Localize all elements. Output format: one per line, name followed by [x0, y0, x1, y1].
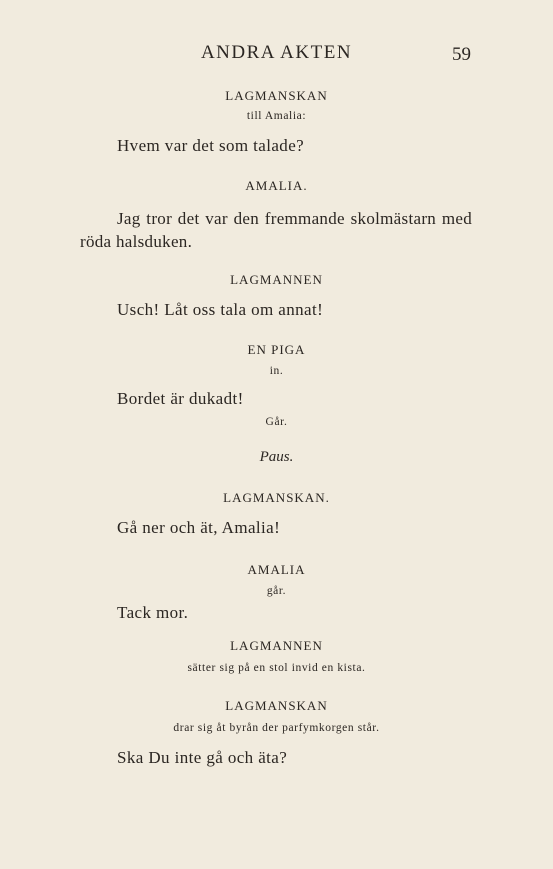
speaker-name: LAGMANSKAN. — [223, 490, 330, 505]
speaker-name: LAGMANSKAN — [225, 88, 328, 103]
stage-direction: in. — [269, 365, 284, 377]
stage-direction: drar sig åt byrån der parfymkorgen står. — [173, 722, 380, 734]
dialogue-line: Bordet är dukadt! — [117, 389, 244, 408]
stage-direction: Går. — [265, 416, 288, 428]
pause-direction: Paus. — [259, 449, 294, 465]
speaker-name: AMALIA — [247, 562, 306, 577]
dialogue-line: Tack mor. — [117, 603, 189, 622]
speaker-name: AMALIA. — [245, 178, 308, 193]
speaker-name: LAGMANNEN — [230, 272, 323, 287]
speaker-name: LAGMANNEN — [230, 638, 323, 653]
page-number: 59 — [452, 44, 471, 65]
dialogue-line: Usch! Låt oss tala om annat! — [117, 300, 324, 319]
dialogue-line: Gå ner och ät, Amalia! — [117, 518, 281, 537]
speaker-name: LAGMANSKAN — [225, 698, 328, 713]
speaker-name: EN PIGA — [247, 342, 306, 357]
stage-direction: sätter sig på en stol invid en kista. — [187, 662, 366, 674]
stage-direction: går. — [266, 585, 287, 597]
dialogue-line: Jag tror det var den fremmande skolmästarn med röda halsduken. — [80, 209, 472, 251]
dialogue-line: Ska Du inte gå och äta? — [117, 748, 288, 767]
running-header: ANDRA AKTEN — [200, 42, 353, 63]
stage-direction: till Amalia: — [246, 110, 307, 122]
dialogue-line: Hvem var det som talade? — [117, 136, 305, 155]
